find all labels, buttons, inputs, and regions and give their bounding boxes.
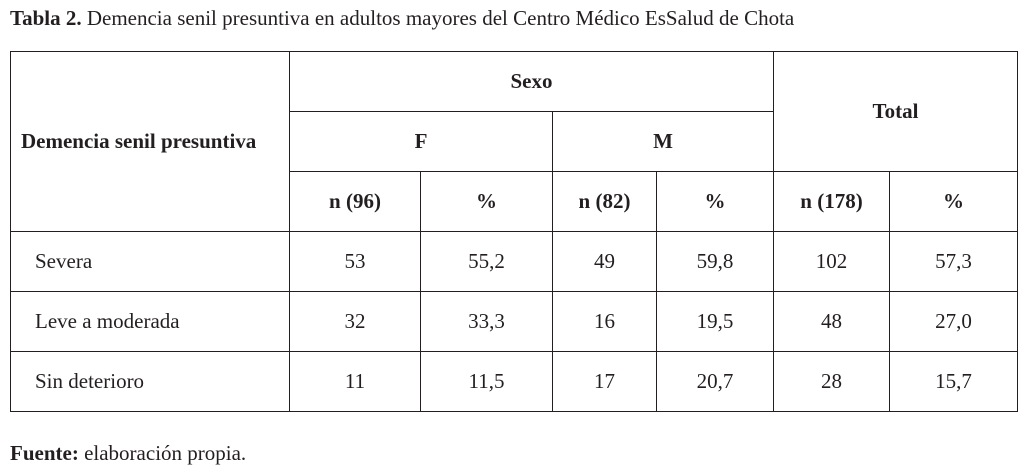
cell-pct-f: 11,5 [421,352,553,412]
subheader-pct-total: % [890,172,1018,232]
cell-n-total: 28 [774,352,890,412]
sex-m-header: M [553,112,774,172]
subheader-n-f: n (96) [290,172,421,232]
cell-pct-m: 20,7 [657,352,774,412]
total-header: Total [774,52,1018,172]
table-row [11,232,1018,292]
header-row-1 [11,52,1018,112]
sex-f-header: F [290,112,553,172]
row-label: Sin deterioro [11,352,290,412]
subheader-pct-f: % [421,172,553,232]
row-header: Demencia senil presuntiva [11,52,290,232]
source-text: elaboración propia. [84,441,247,465]
cell-n-total: 102 [774,232,890,292]
cell-n-f: 53 [290,232,421,292]
subheader-pct-m: % [657,172,774,232]
cell-n-m: 49 [553,232,657,292]
subheader-n-m: n (82) [553,172,657,232]
cell-n-f: 11 [290,352,421,412]
cell-pct-total: 15,7 [890,352,1018,412]
table-source-note [10,440,246,466]
cell-pct-m: 59,8 [657,232,774,292]
source-label: Fuente: [10,441,79,465]
table-caption [10,4,794,32]
cell-pct-f: 55,2 [421,232,553,292]
cell-n-m: 17 [553,352,657,412]
cell-pct-m: 19,5 [657,292,774,352]
row-label: Severa [11,232,290,292]
cell-n-f: 32 [290,292,421,352]
cell-pct-f: 33,3 [421,292,553,352]
cell-pct-total: 57,3 [890,232,1018,292]
cell-n-total: 48 [774,292,890,352]
subheader-n-total: n (178) [774,172,890,232]
table-row [11,292,1018,352]
dementia-table [10,51,1018,412]
row-label: Leve a moderada [11,292,290,352]
group-header-sexo: Sexo [290,52,774,112]
cell-pct-total: 27,0 [890,292,1018,352]
table-row [11,352,1018,412]
caption-text: Demencia senil presuntiva en adultos mayores del Centro Médico EsSalud de Chota [86,6,795,30]
cell-n-m: 16 [553,292,657,352]
caption-label: Tabla 2. [10,6,82,30]
